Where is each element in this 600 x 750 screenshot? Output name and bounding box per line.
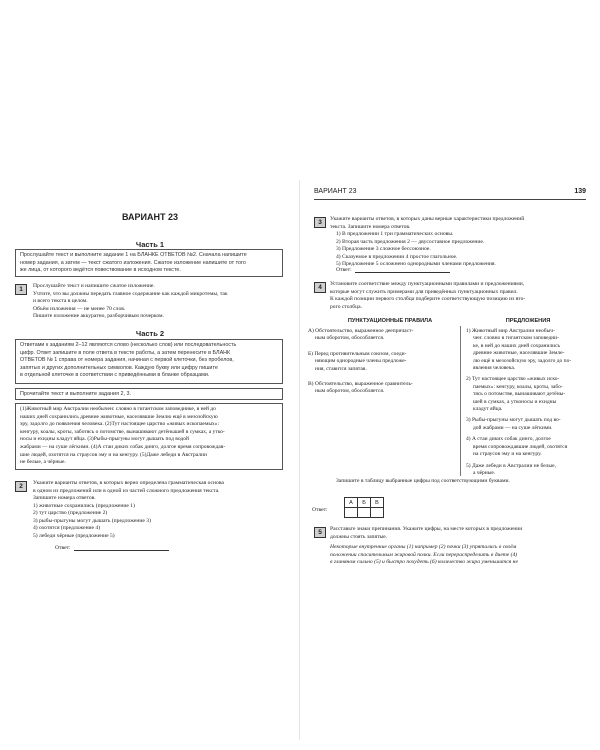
task3-answer-field[interactable] [336,267,450,273]
task1-line: Объём изложения — не менее 70 слов. [33,305,126,312]
read-instruction: Прочитайте текст и выполните задания 2, 3. [20,391,131,397]
answer-label: Ответ: [336,267,352,273]
table-answer-row[interactable] [345,508,384,518]
sentence-line: 5) Даже лебеди в Австралии не белые, [466,462,556,469]
sentence-item [466,328,594,372]
part2-instruction-box [15,339,283,384]
rule-line: Б) Перед противительным союзом, соеди- [308,350,407,357]
sentence-line: 2) Тут настоящее царство «живых иско- [466,376,560,383]
task4-answer-label: Ответ: [312,507,328,513]
table-letter-cell: Б [358,498,371,508]
sentence-line: кладут яйца. [473,406,503,413]
text-passage-box [15,403,283,470]
passage-line: носы и ехидны кладут яйца. (3)Рыбы-прыгуны могут дышать под водой [20,436,189,443]
passage-line: эру, задолго до появления человека. (2)Тут настоящее царство «живых ископаемых»: [20,421,220,428]
task1-text [33,283,288,321]
task3-text [330,216,588,269]
instruction-line: в отдельной клеточке в соответствии с приведёнными в бланке образцами. [20,372,210,379]
passage-line: наших дней сохранились древние животные, населявшие Землю ещё в мезозойскую [20,413,218,420]
task2-option: 1) животные сохранились (предложение 1) [33,502,135,509]
answer-label: Ответ: [55,545,71,551]
task2-line: Укажите варианты ответов, в которых верно определена грамматическая основа [33,480,224,486]
task5-text [330,526,588,567]
rule-line: В) Обстоятельство, выраженное сравнитель- [308,381,413,388]
task2-answer-field[interactable] [55,545,169,551]
passage-line: кенгуру, коалы, кроты, заботясь о потомстве, вынашивают детёнышей в сумках, а утко- [20,428,225,435]
task2-line: в одном из предложений или в одной из частей сложного предложения текста. [33,487,220,494]
task5-line: должны стоять запятые. [330,533,388,540]
task4-line: К каждой позиции первого столбца подберите соответствующую позицию из вто- [330,296,526,302]
passage-line: (1)Животный мир Австралии необычен: словно в гигантском заповеднике, в ней до [20,406,216,412]
task1-line: и всего текста в целом. [33,298,88,304]
instruction-line: Прослушайте текст и выполните задание 1 на БЛАНКЕ ОТВЕТОВ №2. Сначала напишите [20,252,247,258]
task2-option: 3) рыбы-прыгуны могут дышать (предложение 3) [33,517,151,524]
variant-title: ВАРИАНТ 23 [121,212,179,222]
sentence-line: ке, в ней до наших дней сохранились [473,342,561,349]
task4-number: 4 [314,282,326,293]
right-page [300,0,600,750]
task5-passage-line: Некоторые внутренние органы (1) например (2) почки (3) упрятались в своём [330,544,517,550]
task2-line: Запишите номера ответов. [33,495,96,501]
rule-item [308,381,456,396]
task3-option: 3) Предложение 3 сложное бессоюзное. [336,246,431,252]
instruction-line: Ответами к заданиям 2–12 являются слово (несколько слов) или последовательность [20,342,237,348]
answer-table [344,497,384,518]
passage-line: не белые, а чёрные. [20,459,66,466]
sentence-line: а чёрные. [473,469,496,476]
instruction-line: номер задания, а затем — текст сжатого изложения. Сжатое изложение напишите от того [20,259,246,266]
sentence-line: чен: словно в гигантском заповедни- [473,335,559,342]
table-letter-cell: А [345,498,358,508]
task3-number: 3 [314,217,326,228]
sentences-column-header: ПРЕДЛОЖЕНИЯ [505,318,551,324]
task1-line: Учтите, что вы должны передать главное содержание как каждой микротемы, так [33,290,228,297]
task3-line: текста. Запишите номера ответов. [330,223,411,230]
task2-option: 4) охотятся (предложение 4) [33,525,101,531]
rule-line: А) Обстоятельство, выраженное деепричаст- [308,328,414,334]
column-divider [460,326,461,476]
sentence-line: тясь о потомстве, вынашивают детёны- [473,391,566,398]
sentence-line: шей в сумках, а утконосы и ехидны [473,398,557,405]
sentence-line: на страусов эму и на кенгуру. [473,451,542,458]
sentence-line: 3) Рыбы-прыгуны могут дышать под во- [466,417,561,424]
task3-option: 5) Предложение 5 осложнено однородными членами предложения. [336,261,496,267]
sentence-line: паемых»: кенгуру, коалы, кроты, забо- [473,383,563,390]
task1-line: Прослушайте текст и напишите сжатое изложение. [33,283,155,289]
table-letters-row [345,498,384,508]
task5-passage-line: положении спасительным жировой полки. Если перераспределить в диете (4) [330,551,518,558]
table-answer-cell[interactable] [358,508,371,518]
answer-line[interactable] [74,550,169,551]
sentence-line: время сопровождавшие людей, охотятся [473,443,568,450]
rules-column [308,328,456,400]
task3-option: 2) Вторая часть предложения 2 — двусоставное предложение. [336,238,485,245]
task2-option: 2) тут царство (предложение 2) [33,510,108,516]
passage-line: жабрами — на суше лёгкими. (4)А стаи диких собак динго, долгое время сопровождав- [20,443,226,450]
rule-item [308,351,456,373]
sentence-line: явления человека. [473,365,516,372]
task4-line: рого столбца. [330,303,363,310]
task4-text [330,281,588,311]
task4-line: Установите соответствие между пунктуационными правилами и предложениями, [330,281,525,287]
task5-line: Расставьте знаки препинания. Укажите цифры, на месте которых в предложении [330,526,523,532]
sentence-item [466,417,594,432]
task2-option: 5) лебеди чёрные (предложение 5) [33,532,115,539]
sentence-item [466,436,594,458]
task3-line: Укажите варианты ответов, в которых даны верные характеристики предложений [330,216,525,222]
task1-line: Пишите изложение аккуратно, разборчивым почерком. [33,313,164,319]
task5-number: 5 [314,527,326,538]
sentences-column [466,328,594,481]
sentence-line: лю ещё в мезозойскую эру, задолго до по- [473,357,572,364]
task2-number: 2 [15,481,27,492]
sentence-item [466,463,594,478]
instruction-line: цифр. Ответ запишите в поле ответа в тексте работы, а затем перенесите в БЛАНК [20,349,231,356]
sentence-item [466,376,594,413]
sentence-line: древние животные, населявшие Земле- [473,350,565,357]
table-answer-cell[interactable] [345,508,358,518]
task2-text [33,480,288,540]
read-instruction-box [15,388,283,400]
table-instruction: Запишите в таблицу выбранные цифры под соответствующими буквами. [336,478,510,484]
instruction-line: запятых и других дополнительных символов. Каждую букву или цифру пишите [20,364,218,371]
sentence-line: 4) А стаи диких собак динго, долгое [466,436,551,443]
rule-line: ния, ставится запятая. [315,365,367,372]
rule-line: ным оборотом, обособляется. [315,335,385,342]
answer-line[interactable] [355,272,450,273]
sentence-line: 1) Животный мир Австралии необыч- [466,328,555,334]
task1-number: 1 [15,284,27,295]
part1-title: Часть 1 [135,240,165,249]
task3-option: 4) Сказуемое в предложении 4 простое глагольное. [336,253,458,260]
sentence-line: дой жабрами — на суше лёгкими. [473,424,553,431]
rule-line: ным оборотом, обособляется. [315,388,385,395]
instruction-line: же лица, от которого ведётся повествование в исходном тексте. [20,267,181,274]
part2-title: Часть 2 [135,329,165,338]
task5-passage-line: в глиняном сильно (5) и быстро похудеть (6) количество жира уменьшится не [330,559,518,565]
part1-instruction-box [15,249,283,277]
running-header [314,188,586,200]
rule-item [308,328,456,343]
task3-option: 1) В предложении 1 три грамматических основы. [336,231,454,237]
running-title: ВАРИАНТ 23 [314,188,357,195]
passage-line: шие людей, охотятся на страусов эму и на кенгуру. (5)Даже лебеди в Австралии [20,451,207,458]
rule-line: няющим однородные члены предложе- [315,358,407,365]
table-letter-cell: В [371,498,384,508]
rules-column-header: ПУНКТУАЦИОННЫЕ ПРАВИЛА [347,318,433,324]
task4-line: которые могут служить примерами для приведённых пунктуационных правил. [330,288,518,295]
instruction-line: ОТВЕТОВ № 1 справа от номера задания, начиная с первой клеточки, без пробелов, [20,357,234,364]
table-answer-cell[interactable] [371,508,384,518]
page-number: 139 [574,188,586,195]
